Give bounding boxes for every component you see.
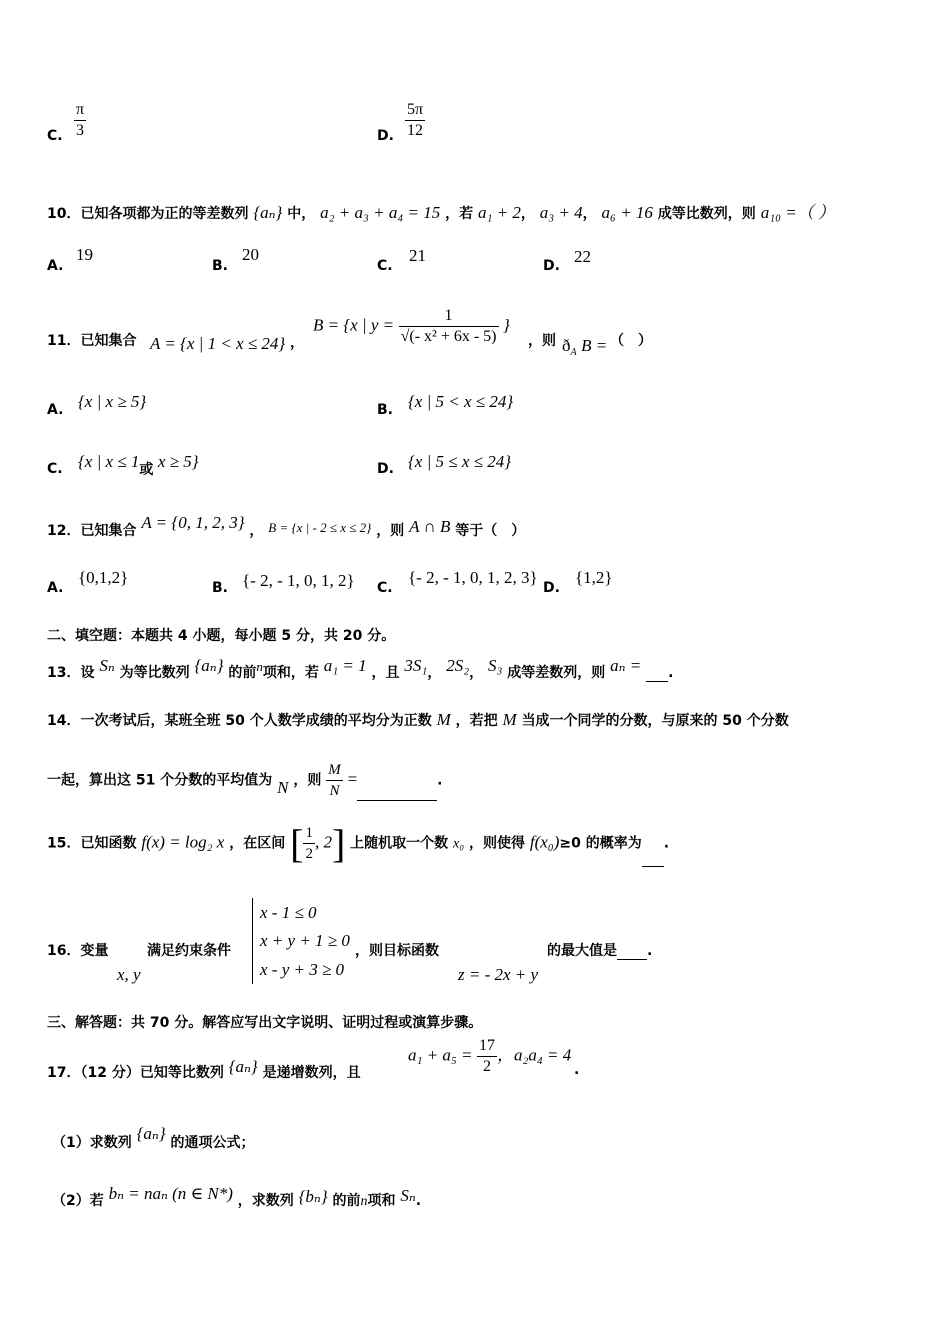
q15-int-num: 1 <box>303 823 315 844</box>
q17-cond1-left: a₁ + a₅ = <box>408 1045 473 1065</box>
q16-system-brace-icon <box>252 898 259 984</box>
q17-part-2 <box>52 1184 422 1210</box>
q11-ask-b: B = <box>581 336 608 355</box>
q14-frac-den: N <box>329 783 340 799</box>
q17-seq: {aₙ} <box>228 1057 258 1076</box>
q17-cond1-num: 17 <box>477 1036 497 1057</box>
q14-n: N <box>277 777 289 797</box>
q16-constraint-3: x - y + 3 ≥ 0 <box>260 960 345 979</box>
q11-option-b-value: {x | 5 < x ≤ 24} <box>408 392 514 411</box>
q16-objective: z = - 2x + y <box>458 965 539 984</box>
q15-int-right: , 2 <box>314 832 332 852</box>
q16-constraint-1: x - 1 ≤ 0 <box>260 903 317 922</box>
q13-t3: S₃ <box>487 656 503 675</box>
q11-option-d-label: D. <box>377 461 394 477</box>
q16-constraint-2: x + y + 1 ≥ 0 <box>260 931 350 950</box>
q11-stem-a: 11．已知集合 <box>47 333 137 349</box>
q10-option-c-value: 21 <box>409 246 426 265</box>
q13-end: . <box>668 665 674 681</box>
q17-p2-b: ，求数列 <box>237 1193 294 1209</box>
q15-bracket-left-icon: [ <box>290 821 304 866</box>
q17-p2-a: （2）若 <box>52 1193 104 1209</box>
q15-bracket-right-icon: ] <box>331 821 346 866</box>
q9-option-c-label: C. <box>47 128 63 144</box>
q16-b: 满足约束条件 <box>147 943 231 959</box>
q13-answer-blank[interactable] <box>646 667 668 682</box>
q13 <box>47 656 674 682</box>
q13-n: n <box>256 659 263 674</box>
section-3-heading: 三、解答题：共 70 分。解答应写出文字说明、证明过程或演算步骤。 <box>47 1015 483 1031</box>
q14-eq: = <box>347 769 358 789</box>
q12-option-c-value: {- 2, - 1, 0, 1, 2, 3} <box>408 568 538 587</box>
q9-c-den: 3 <box>76 122 85 139</box>
q13-comma-1: ， <box>427 665 442 681</box>
q13-t2: 2S₂ <box>446 656 470 675</box>
q15-b: ，在区间 <box>229 835 286 852</box>
section-2-heading: 二、填空题：本题共 4 小题，每小题 5 分，共 20 分。 <box>47 628 396 644</box>
q11-stem-b: ，则 <box>528 333 556 349</box>
q10-seq: {aₙ} <box>253 203 283 222</box>
q12-option-d-value: {1,2} <box>575 568 613 587</box>
q17-stem <box>47 1057 361 1082</box>
q12-stem-c: 等于（ ） <box>455 523 526 539</box>
q12-option-c-label: C. <box>377 580 393 596</box>
q16-a: 16．变量 <box>47 943 109 959</box>
q17-a: 17．（12 分）已知等比数列 <box>47 1065 224 1081</box>
q14-end: . <box>437 772 443 789</box>
q13-e: ，且 <box>371 665 400 681</box>
q16-d-text: 的最大值是 <box>547 943 617 959</box>
q16-vars: x, y <box>117 965 141 984</box>
q13-a: 13．设 <box>47 665 95 681</box>
q10-option-a-label: A. <box>47 258 64 274</box>
q14-line-1-c: 当成一个同学的分数，与原来的 50 个分数 <box>521 713 789 729</box>
q11-ask <box>562 336 607 358</box>
q17-p2-n: n <box>360 1194 368 1209</box>
q9-option-d-value <box>405 100 425 141</box>
q10-stem <box>47 198 835 223</box>
q13-t1: 3S₁ <box>404 656 428 675</box>
q11-complement-sub: A <box>570 346 577 358</box>
q17-p2-sn: Sₙ <box>400 1186 416 1205</box>
q10-option-c-label: C. <box>377 258 393 274</box>
q10-stem-c: ，若 <box>445 206 474 222</box>
q12-set-a: A = {0, 1, 2, 3} <box>141 513 245 532</box>
q11-sep: ， <box>290 335 304 351</box>
q12-stem-b: ，则 <box>376 523 405 539</box>
q10-comma-2: ， <box>582 206 597 222</box>
q11-option-a-value: {x | x ≥ 5} <box>78 392 147 411</box>
q11-complement: ð <box>562 336 571 355</box>
q13-seq: {aₙ} <box>194 656 224 675</box>
q9-option-d-label: D. <box>377 128 394 144</box>
q11-set-b-num: 1 <box>399 306 499 327</box>
q14-line-2-a: 一起，算出这 51 个分数的平均值为 <box>47 772 273 789</box>
q15-answer-blank[interactable] <box>642 852 664 867</box>
q12-option-d-label: D. <box>543 580 560 596</box>
q11-set-b-right: } <box>502 315 510 335</box>
q10-comma-1: ， <box>520 206 535 222</box>
q13-b: 为等比数列 <box>119 665 190 681</box>
q11-set-b <box>313 306 510 347</box>
q12-expr: A ∩ B <box>409 517 451 536</box>
q15-int-den: 2 <box>305 846 313 862</box>
q14-line-1 <box>47 710 789 730</box>
q12-set-b: B = {x | - 2 ≤ x ≤ 2} <box>268 520 372 535</box>
q17-p2-end: . <box>415 1193 422 1209</box>
q17-p1-b: 的通项公式； <box>170 1135 255 1151</box>
q9-option-c-value <box>74 100 86 141</box>
q15-end: . <box>663 835 670 852</box>
q10-option-b-value: 20 <box>242 245 259 264</box>
q14-line-2-b: ，则 <box>293 772 322 789</box>
q10-ask: a₁₀ =（ ） <box>760 203 835 222</box>
q15-fx: f(x) = log₂ x <box>141 832 225 852</box>
q15-d: ，则使得 <box>468 835 525 852</box>
q17-cond2: ，a₂a₄ = 4 <box>496 1045 572 1065</box>
q16-d <box>547 940 652 960</box>
q10-term-1: a₁ + 2 <box>478 203 521 222</box>
q11-option-b-label: B. <box>377 402 393 418</box>
q16-answer-blank[interactable] <box>617 945 647 960</box>
q16-end: . <box>647 943 653 959</box>
q10-stem-a: 10．已知各项都为正的等差数列 <box>47 206 249 222</box>
q17-b: 是递增数列，且 <box>262 1065 361 1081</box>
q10-option-d-value: 22 <box>574 247 591 266</box>
q13-f: 成等差数列，则 <box>507 665 606 681</box>
q13-comma-2: ， <box>469 665 484 681</box>
q14-line-1-b: ，若把 <box>455 713 498 729</box>
q14-answer-blank[interactable] <box>357 786 437 801</box>
q17-cond1-den: 2 <box>482 1058 491 1075</box>
q14-m-1: M <box>436 710 451 729</box>
q10-option-a-value: 19 <box>76 245 93 264</box>
q10-stem-b: 中， <box>287 206 316 222</box>
q13-sn: Sₙ <box>99 656 115 675</box>
q12-sep: ， <box>249 523 264 539</box>
q9-d-den: 12 <box>407 122 424 139</box>
q16-c: ，则目标函数 <box>355 943 439 959</box>
q13-c: 的前 <box>228 665 257 681</box>
q12-option-a-value: {0,1,2} <box>78 568 129 587</box>
q15-e: ≥0 的概率为 <box>559 835 642 852</box>
q15-a: 15．已知函数 <box>47 835 137 852</box>
q11-option-c-label: C. <box>47 461 63 477</box>
q11-option-c-value <box>78 452 199 478</box>
q10-term-3: a₆ + 16 <box>601 203 653 222</box>
q14-line-2 <box>47 760 443 801</box>
q10-option-d-label: D. <box>543 258 560 274</box>
q10-condition: a₂ + a₃ + a₄ = 15 <box>320 203 441 222</box>
q11-set-b-den: √(- x² + 6x - 5) <box>400 328 497 345</box>
q9-d-num: 5π <box>405 100 425 121</box>
q15-c: 上随机取一个数 <box>350 835 449 852</box>
q11-option-d-value: {x | 5 ≤ x ≤ 24} <box>408 452 512 471</box>
q12-stem-a: 12．已知集合 <box>47 523 137 539</box>
q11-set-a: A = {x | 1 < x ≤ 24} <box>150 334 286 353</box>
q17-p2-c: 的前 <box>332 1193 361 1209</box>
q13-ask: aₙ = <box>610 656 642 675</box>
q17-p1-a: （1）求数列 <box>52 1135 132 1151</box>
q17-conditions <box>408 1036 571 1077</box>
q17-p2-def: bₙ = naₙ (n ∈ N*) <box>108 1184 233 1203</box>
q12-stem <box>47 513 526 540</box>
q12-option-a-label: A. <box>47 580 64 596</box>
q17-part-1 <box>52 1124 255 1152</box>
q12-option-b-label: B. <box>212 580 228 596</box>
q14-m-2: M <box>502 710 517 729</box>
q15-x0: x₀ <box>453 836 465 852</box>
q14-frac-num: M <box>326 760 343 781</box>
q11-paren: （ ） <box>610 333 652 349</box>
q11-set-b-left: B = {x | y = <box>313 315 395 335</box>
q17-p1-seq: {aₙ} <box>136 1124 166 1143</box>
q11-option-c-or: 或 <box>139 462 154 478</box>
q15 <box>47 820 669 867</box>
q10-option-b-label: B. <box>212 258 228 274</box>
q14-line-1-a: 14．一次考试后，某班全班 50 个人数学成绩的平均分为正数 <box>47 713 432 729</box>
q11-option-c-b: x ≥ 5} <box>157 452 199 471</box>
q13-d: 项和，若 <box>262 665 319 681</box>
q10-stem-d: 成等比数列，则 <box>657 206 756 222</box>
q11-option-c-a: {x | x ≤ 1 <box>78 452 140 471</box>
q13-cond: a₁ = 1 <box>323 656 367 675</box>
q9-c-num: π <box>74 100 86 121</box>
q15-cond: f(x₀) <box>529 832 560 852</box>
q17-p2-d: 项和 <box>367 1193 396 1209</box>
q10-term-2: a₃ + 4 <box>539 203 583 222</box>
q11-option-a-label: A. <box>47 402 64 418</box>
q17-p2-seq: {bₙ} <box>298 1187 328 1206</box>
q12-option-b-value: {- 2, - 1, 0, 1, 2} <box>242 571 355 590</box>
q17-end: . <box>574 1062 580 1078</box>
